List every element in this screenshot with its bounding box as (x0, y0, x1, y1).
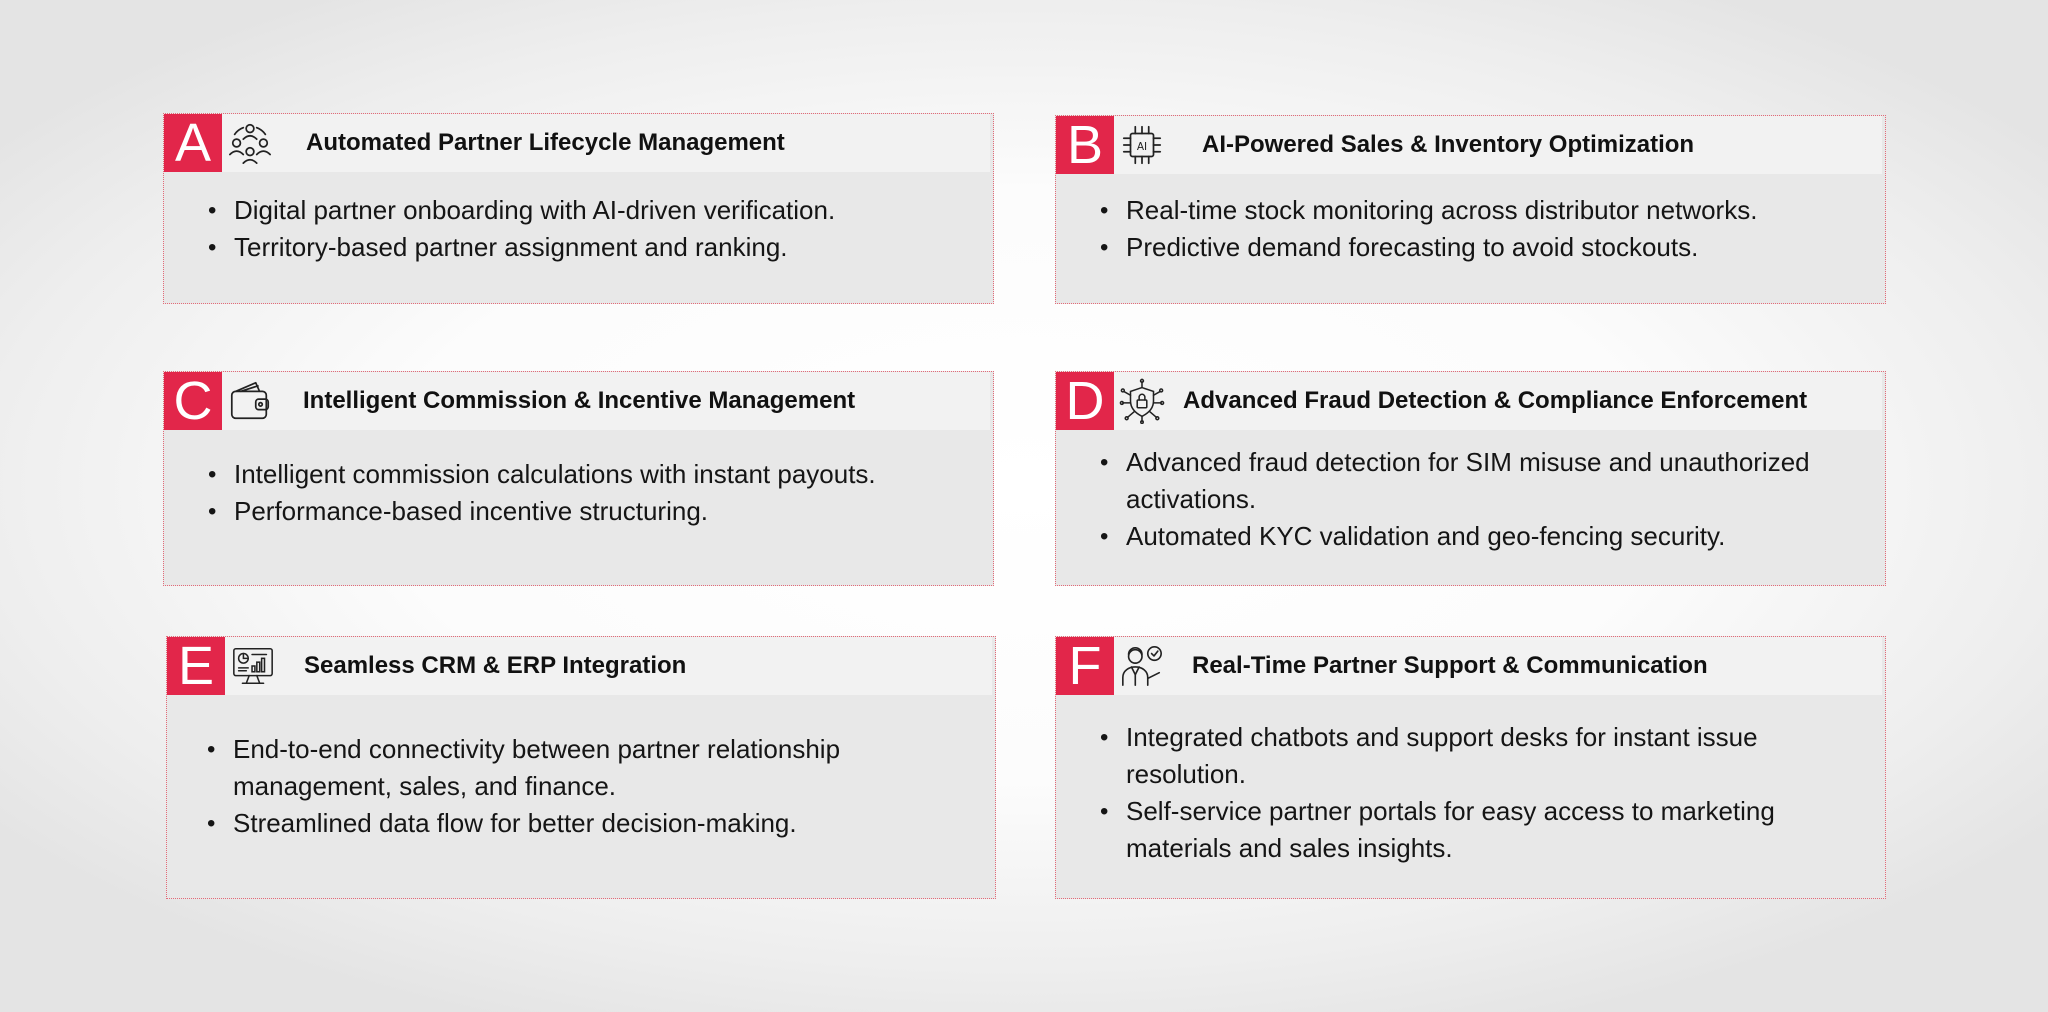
card-header (167, 637, 992, 695)
card-title: Intelligent Commission & Incentive Management (303, 387, 856, 414)
bullet-list (208, 456, 973, 530)
bullet-item: • Real-time stock monitoring across distributor networks. (1100, 192, 1865, 229)
bullet-list (207, 731, 975, 842)
bullet-item: • Streamlined data flow for better decision-making. (207, 805, 975, 842)
analytics-monitor-icon (227, 640, 279, 692)
bullet-item: • Automated KYC validation and geo-fencing security. (1100, 518, 1865, 555)
card-header (1056, 372, 1882, 430)
feature-card-c (163, 371, 994, 586)
card-letter-badge: A (164, 114, 222, 172)
card-title: Seamless CRM & ERP Integration (304, 652, 687, 679)
feature-card-f (1055, 636, 1886, 899)
card-body (164, 430, 993, 585)
card-header (1056, 637, 1882, 695)
bullet-list (1100, 444, 1865, 555)
card-title: Real-Time Partner Support & Communication (1192, 652, 1708, 679)
bullet-item: • Integrated chatbots and support desks for instant issue resolution. (1100, 719, 1865, 793)
feature-card-a (163, 113, 994, 304)
feature-card-d (1055, 371, 1886, 586)
bullet-item: • Digital partner onboarding with AI-driven verification. (208, 192, 973, 229)
security-circuit-icon (1116, 375, 1168, 427)
card-letter-badge: E (167, 637, 225, 695)
ai-chip-icon (1116, 119, 1168, 171)
card-letter-badge: D (1056, 372, 1114, 430)
card-body (1056, 430, 1885, 585)
card-body (1056, 174, 1885, 303)
bullet-item: • Advanced fraud detection for SIM misuse and unauthorized activations. (1100, 444, 1865, 518)
bullet-item: • Territory-based partner assignment and ranking. (208, 229, 973, 266)
card-letter-badge: B (1056, 116, 1114, 174)
card-header (164, 372, 990, 430)
bullet-item: • Predictive demand forecasting to avoid stockouts. (1100, 229, 1865, 266)
partner-network-icon (224, 117, 276, 169)
card-title: Advanced Fraud Detection & Compliance Enforcement (1183, 387, 1808, 414)
wallet-icon (224, 375, 276, 427)
card-header (1056, 116, 1882, 174)
card-letter-badge: F (1056, 637, 1114, 695)
card-header (164, 114, 990, 172)
bullet-item: • Intelligent commission calculations with instant payouts. (208, 456, 973, 493)
bullet-item: • Performance-based incentive structuring. (208, 493, 973, 530)
card-body (167, 695, 995, 898)
card-title: Automated Partner Lifecycle Management (306, 129, 785, 156)
bullet-list (1100, 719, 1865, 867)
bullet-list (208, 192, 973, 266)
card-letter-badge: C (164, 372, 222, 430)
card-body (1056, 695, 1885, 898)
card-body (164, 172, 993, 303)
bullet-item: • Self-service partner portals for easy access to marketing materials and sales insights. (1100, 793, 1865, 867)
feature-card-e (166, 636, 996, 899)
bullet-item: • End-to-end connectivity between partner relationship management, sales, and finance. (207, 731, 975, 805)
support-agent-icon (1116, 640, 1168, 692)
bullet-list (1100, 192, 1865, 266)
card-title: AI-Powered Sales & Inventory Optimization (1202, 131, 1695, 158)
feature-card-b (1055, 115, 1886, 304)
ai-chip-label: AI (1136, 140, 1148, 153)
